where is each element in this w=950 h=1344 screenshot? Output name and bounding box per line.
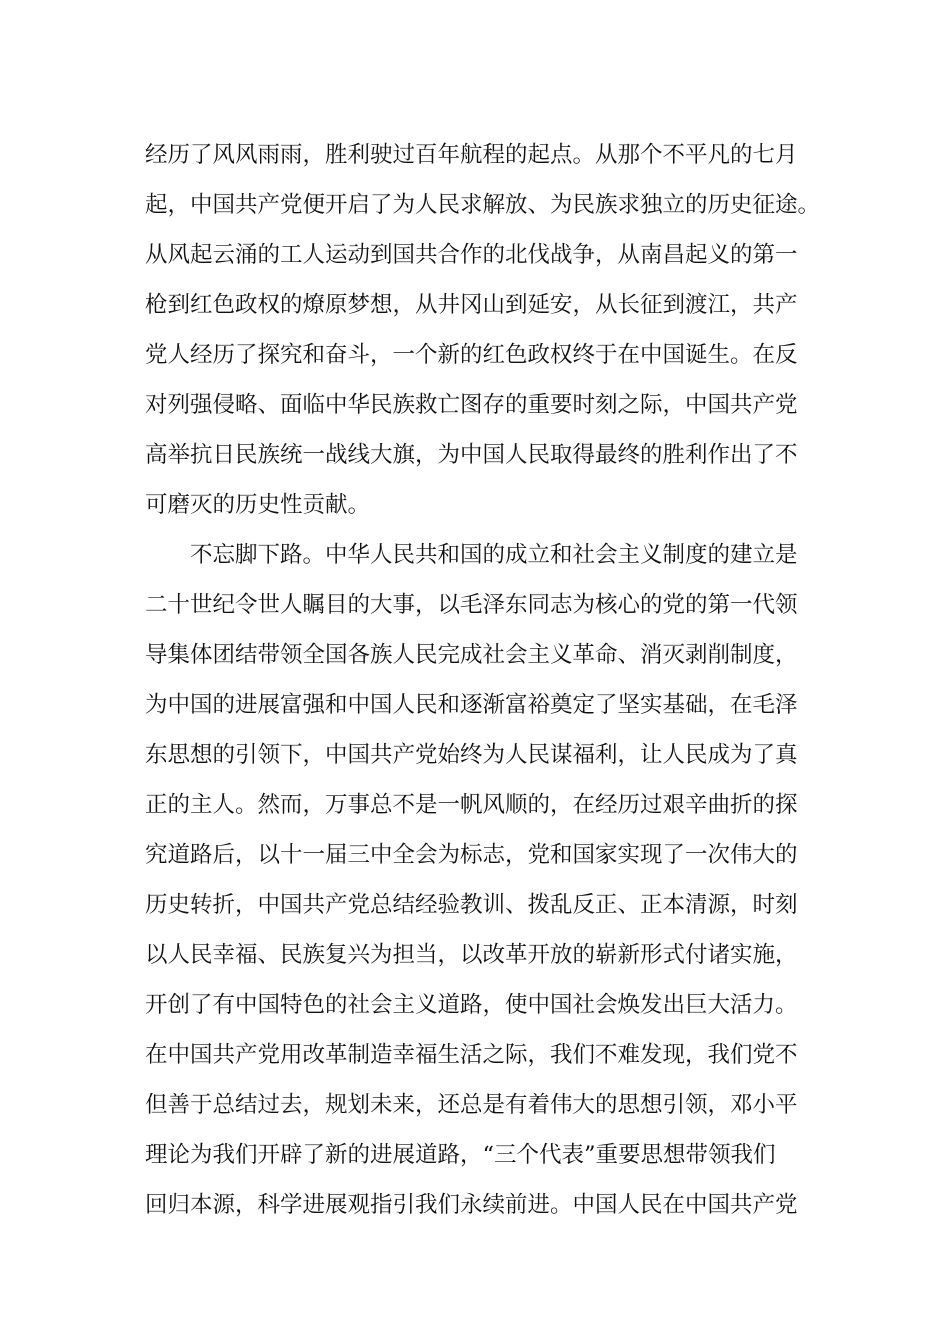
text-line: 回归本源，科学进展观指引我们永续前进。中国人民在中国共产党	[145, 1192, 798, 1218]
text-line: 历史转折，中国共产党总结经验教训、拨乱反正、正本清源，时刻	[145, 892, 798, 918]
paragraph-start-line: 不忘脚下路。中华人民共和国的成立和社会主义制度的建立是	[190, 542, 798, 568]
text-line: 为中国的进展富强和中国人民和逐渐富裕奠定了坚实基础，在毛泽	[145, 692, 798, 718]
text-line: 枪到红色政权的燎原梦想，从井冈山到延安，从长征到渡江，共产	[145, 292, 798, 318]
text-line: 从风起云涌的工人运动到国共合作的北伐战争，从南昌起义的第一	[145, 242, 798, 268]
text-line: 在中国共产党用改革制造幸福生活之际，我们不难发现，我们党不	[145, 1042, 798, 1068]
text-line: 党人经历了探究和奋斗，一个新的红色政权终于在中国诞生。在反	[145, 342, 798, 368]
text-line: 正的主人。然而，万事总不是一帆风顺的，在经历过艰辛曲折的探	[145, 792, 798, 818]
text-line: 但善于总结过去，规划未来，还总是有着伟大的思想引领，邓小平	[145, 1092, 798, 1118]
text-line: 可磨灭的历史性贡献。	[145, 492, 371, 518]
text-line: 究道路后，以十一届三中全会为标志，党和国家实现了一次伟大的	[145, 842, 798, 868]
text-line: 高举抗日民族统一战线大旗，为中国人民取得最终的胜利作出了不	[145, 442, 798, 468]
text-line: 经历了风风雨雨，胜利驶过百年航程的起点。从那个不平凡的七月	[145, 142, 798, 168]
text-line: 导集体团结带领全国各族人民完成社会主义革命、消灭剥削制度，	[145, 642, 798, 668]
text-line: 起，中国共产党便开启了为人民求解放、为民族求独立的历史征途。	[145, 192, 821, 218]
text-line: 理论为我们开辟了新的进展道路，“三个代表”重要思想带领我们	[145, 1142, 776, 1168]
text-line: 开创了有中国特色的社会主义道路，使中国社会焕发出巨大活力。	[145, 992, 798, 1018]
text-line: 以人民幸福、民族复兴为担当，以改革开放的崭新形式付诸实施，	[145, 942, 798, 968]
body-text	[145, 130, 825, 1230]
text-line: 对列强侵略、面临中华民族救亡图存的重要时刻之际，中国共产党	[145, 392, 798, 418]
text-line: 东思想的引领下，中国共产党始终为人民谋福利，让人民成为了真	[145, 742, 798, 768]
text-line: 二十世纪令世人瞩目的大事，以毛泽东同志为核心的党的第一代领	[145, 592, 798, 618]
